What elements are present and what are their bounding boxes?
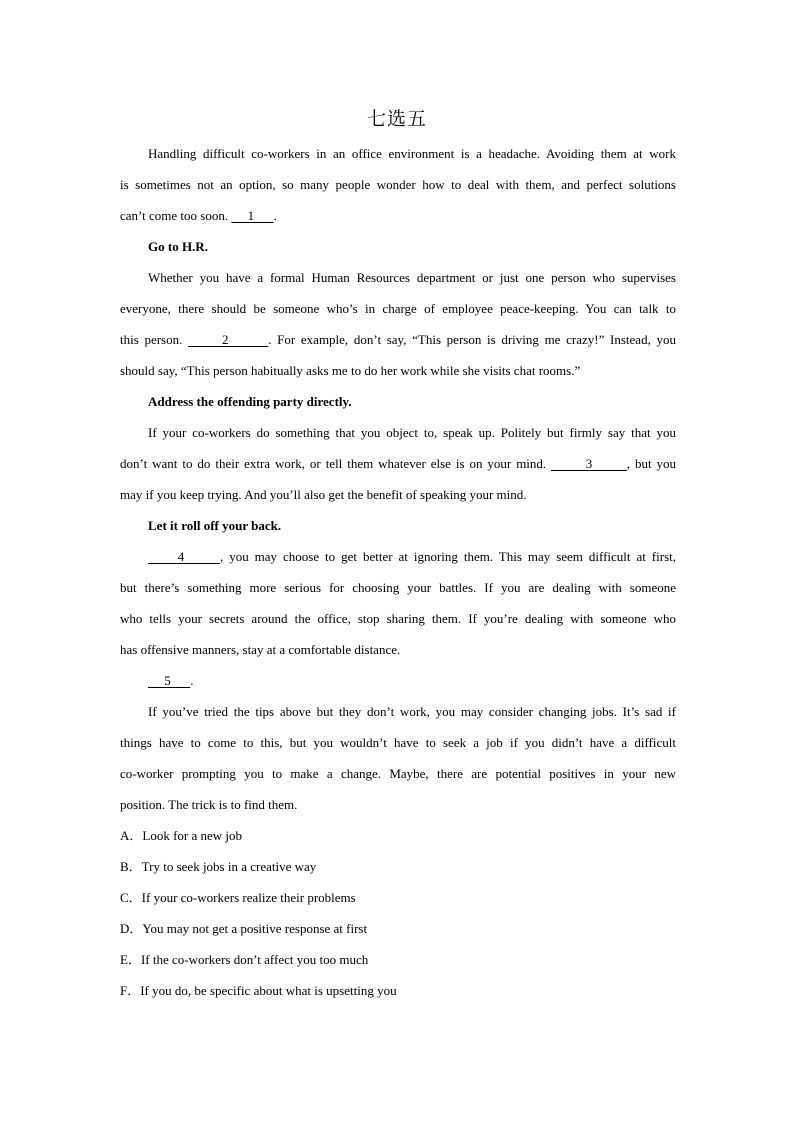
text-segment: , but you bbox=[626, 456, 676, 471]
text-segment: don’t want to do their extra work, or tell them whatever else is on your mind. bbox=[120, 456, 552, 471]
option-e: E．If the co-workers don’t affect you too much bbox=[120, 952, 369, 967]
text-segment: this person. bbox=[120, 332, 189, 347]
blank-5: 5 bbox=[148, 673, 191, 688]
section-heading-let-it-roll: Let it roll off your back. bbox=[148, 518, 282, 533]
paragraph-5-line-4: position. The trick is to find them. bbox=[120, 797, 298, 812]
text-segment: . For example, don’t say, “This person is driving me crazy!” Instead, you bbox=[268, 332, 676, 347]
paragraph-1-line-2: is sometimes not an option, so many people wonder how to deal with them, and perfect solutions bbox=[120, 177, 676, 192]
option-d: D．You may not get a positive response at first bbox=[120, 921, 368, 936]
paragraph-4-line-1 bbox=[120, 541, 676, 572]
paragraph-2-line-3 bbox=[120, 324, 676, 355]
page-title: 七选五 bbox=[366, 109, 427, 130]
paragraph-2-line-2: everyone, there should be someone who’s in charge of employee peace-keeping. You can talk to bbox=[120, 301, 676, 316]
section-heading-go-to-hr: Go to H.R. bbox=[148, 239, 208, 254]
option-f: F．If you do, be specific about what is upsetting you bbox=[120, 983, 397, 998]
passage bbox=[120, 138, 676, 1006]
paragraph-3-line-2 bbox=[120, 448, 676, 479]
paragraph-2-line-1: Whether you have a formal Human Resources department or just one person who supervises bbox=[148, 270, 676, 285]
blank-4: 4 bbox=[148, 549, 220, 564]
paragraph-1-line-1: Handling difficult co-workers in an office environment is a headache. Avoiding them at work bbox=[148, 146, 676, 161]
paragraph-3-line-3: may if you keep trying. And you’ll also get the benefit of speaking your mind. bbox=[120, 487, 527, 502]
option-a: A．Look for a new job bbox=[120, 828, 243, 843]
paragraph-5-line-2: things have to come to this, but you wouldn’t have to seek a job if you didn’t have a difficult bbox=[120, 735, 676, 750]
blank-3: 3 bbox=[551, 456, 627, 471]
paragraph-5-line-3: co-worker prompting you to make a change. Maybe, there are potential positives in your new bbox=[120, 766, 676, 781]
paragraph-5-line-1: If you’ve tried the tips above but they don’t work, you may consider changing jobs. It’s sad if bbox=[148, 704, 676, 719]
paragraph-4-line-4: has offensive manners, stay at a comfortable distance. bbox=[120, 642, 401, 657]
paragraph-4-line-2: but there’s something more serious for choosing your battles. If you are dealing with someone bbox=[120, 580, 676, 595]
paragraph-3-line-1: If your co-workers do something that you object to, speak up. Politely but firmly say that you bbox=[148, 425, 676, 440]
text-segment: , you may choose to get better at ignoring them. This may seem difficult at first, bbox=[220, 549, 676, 564]
option-c: C．If your co-workers realize their problems bbox=[120, 890, 356, 905]
section-heading-address-party: Address the offending party directly. bbox=[148, 394, 352, 409]
text-segment: . bbox=[190, 673, 194, 688]
blank-2: 2 bbox=[188, 332, 269, 347]
blank-5-line bbox=[120, 665, 676, 696]
paragraph-1-line-3 bbox=[120, 200, 676, 231]
option-b: B．Try to seek jobs in a creative way bbox=[120, 859, 317, 874]
text-segment: can’t come too soon. bbox=[120, 208, 232, 223]
paragraph-4-line-3: who tells your secrets around the office, stop sharing them. If you’re dealing with someone who bbox=[120, 611, 676, 626]
text-segment: . bbox=[273, 208, 277, 223]
blank-1: 1 bbox=[231, 208, 274, 223]
paragraph-2-line-4: should say, “This person habitually asks me to do her work while she visits chat rooms.” bbox=[120, 363, 581, 378]
